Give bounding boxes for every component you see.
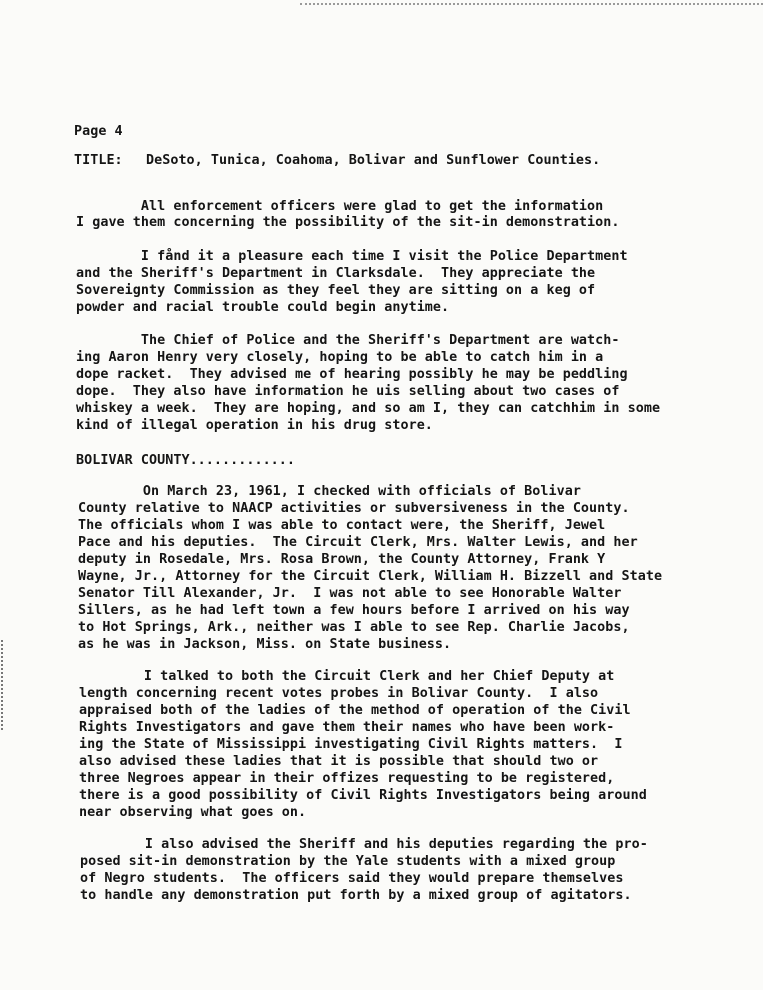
paragraph-2-line-4: powder and racial trouble could begin anytime. xyxy=(76,300,450,315)
paragraph-4-line-5: deputy in Rosedale, Mrs. Rosa Brown, the County Attorney, Frank Y xyxy=(78,552,606,567)
paragraph-4-line-4: Pace and his deputies. The Circuit Clerk, Mrs. Walter Lewis, and her xyxy=(78,535,638,550)
paragraph-3-line-6: kind of illegal operation in his drug store. xyxy=(76,418,433,433)
paragraph-5-line-8: there is a good possibility of Civil Rights Investigators being around xyxy=(79,788,647,803)
paragraph-5-line-1: I talked to both the Circuit Clerk and her Chief Deputy at xyxy=(79,669,615,684)
paragraph-4-line-7: Senator Till Alexander, Jr. I was not able to see Honorable Walter xyxy=(78,586,622,601)
paragraph-5-line-5: ing the State of Mississippi investigating Civil Rights matters. I xyxy=(79,737,623,752)
paragraph-6-line-2: posed sit-in demonstration by the Yale students with a mixed group xyxy=(80,854,616,869)
title-label: TITLE: xyxy=(74,153,123,168)
paragraph-5-line-3: appraised both of the ladies of the method of operation of the Civil xyxy=(79,703,631,718)
paragraph-6-line-1: I also advised the Sheriff and his deputies regarding the pro- xyxy=(80,837,648,852)
paragraph-4-line-9: to Hot Springs, Ark., neither was I able to see Rep. Charlie Jacobs, xyxy=(78,620,630,635)
paragraph-5-line-4: Rights Investigators and gave them their names who have been work- xyxy=(79,720,615,735)
paragraph-1-line-2: I gave them concerning the possibility of the sit-in demonstration. xyxy=(76,215,620,230)
paragraph-3-line-5: whiskey a week. They are hoping, and so am I, they can catchhim in some xyxy=(76,401,661,416)
paragraph-6-line-4: to handle any demonstration put forth by a mixed group of agitators. xyxy=(80,888,632,903)
paragraph-3-line-3: dope racket. They advised me of hearing possibly he may be peddling xyxy=(76,367,628,382)
paragraph-5-line-2: length concerning recent votes probes in Bolivar County. I also xyxy=(79,686,599,701)
paragraph-3-line-4: dope. They also have information he uis selling about two cases of xyxy=(76,384,620,399)
paragraph-5-line-7: three Negroes appear in their offizes requesting to be registered, xyxy=(79,771,615,786)
paragraph-4-line-10: as he was in Jackson, Miss. on State business. xyxy=(78,637,452,652)
paragraph-4-line-3: The officials whom I was able to contact were, the Sheriff, Jewel xyxy=(78,518,606,533)
paragraph-3-line-2: ing Aaron Henry very closely, hoping to be able to catch him in a xyxy=(76,350,604,365)
section-heading-bolivar-county: BOLIVAR COUNTY............. xyxy=(76,453,296,468)
paragraph-4-line-8: Sillers, as he had left town a few hours before I arrived on his way xyxy=(78,603,630,618)
paragraph-1-line-1: All enforcement officers were glad to get the information xyxy=(76,199,604,214)
paragraph-4-line-6: Wayne, Jr., Attorney for the Circuit Clerk, William H. Bizzell and State xyxy=(78,569,663,584)
paragraph-4-line-1: On March 23, 1961, I checked with officials of Bolivar xyxy=(78,484,581,499)
paragraph-2-line-3: Sovereignty Commission as they feel they are sitting on a keg of xyxy=(76,283,596,298)
paragraph-3-line-1: The Chief of Police and the Sheriff's Department are watch- xyxy=(76,333,620,348)
title-text: DeSoto, Tunica, Coahoma, Bolivar and Sunflower Counties. xyxy=(146,153,601,168)
paragraph-2-line-1: I fånd it a pleasure each time I visit the Police Department xyxy=(76,249,628,264)
paragraph-5-line-9: near observing what goes on. xyxy=(79,805,307,820)
paragraph-6-line-3: of Negro students. The officers said they would prepare themselves xyxy=(80,871,624,886)
paragraph-4-line-2: County relative to NAACP activities or subversiveness in the County. xyxy=(78,501,630,516)
paragraph-5-line-6: also advised these ladies that it is possible that should two or xyxy=(79,754,599,769)
paragraph-2-line-2: and the Sheriff's Department in Clarksdale. They appreciate the xyxy=(76,266,596,281)
page-number: Page 4 xyxy=(74,124,123,139)
